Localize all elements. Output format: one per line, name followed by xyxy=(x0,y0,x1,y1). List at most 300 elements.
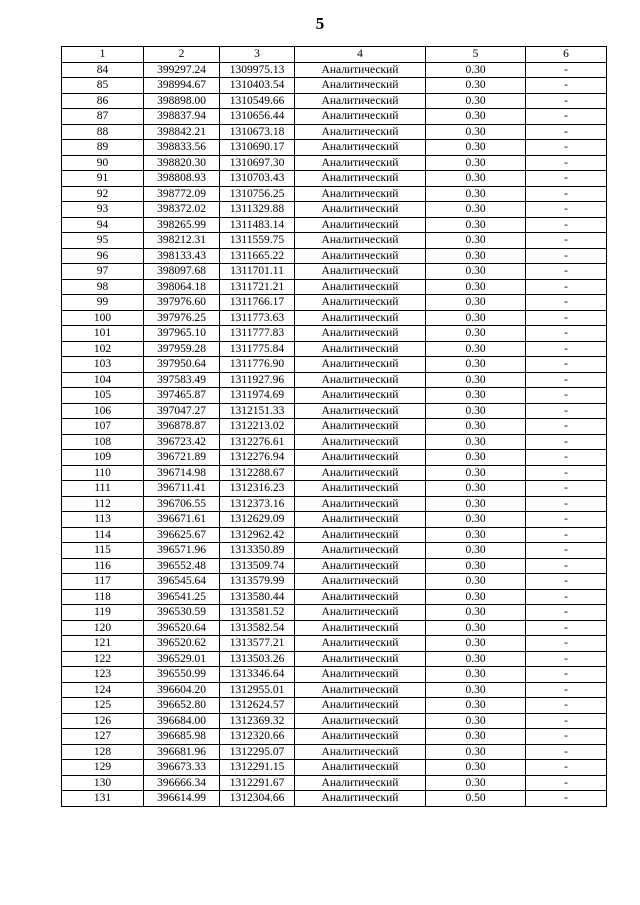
note-cell: - xyxy=(526,791,607,807)
x-coordinate-cell: 396545.64 xyxy=(144,574,220,590)
x-coordinate-cell: 397965.10 xyxy=(144,326,220,342)
point-number-cell: 130 xyxy=(62,775,144,791)
method-cell: Аналитический xyxy=(295,775,426,791)
point-number-cell: 85 xyxy=(62,78,144,94)
table-row xyxy=(62,155,607,171)
x-coordinate-cell: 397976.60 xyxy=(144,295,220,311)
x-coordinate-cell: 396529.01 xyxy=(144,651,220,667)
point-number-cell: 104 xyxy=(62,372,144,388)
table-row xyxy=(62,140,607,156)
column-header: 5 xyxy=(426,47,526,63)
table-row xyxy=(62,729,607,745)
table-row xyxy=(62,233,607,249)
x-coordinate-cell: 399297.24 xyxy=(144,62,220,78)
accuracy-cell: 0.30 xyxy=(426,248,526,264)
table-row xyxy=(62,496,607,512)
y-coordinate-cell: 1311773.63 xyxy=(220,310,295,326)
accuracy-cell: 0.30 xyxy=(426,744,526,760)
point-number-cell: 99 xyxy=(62,295,144,311)
accuracy-cell: 0.30 xyxy=(426,140,526,156)
column-header: 4 xyxy=(295,47,426,63)
y-coordinate-cell: 1310656.44 xyxy=(220,109,295,125)
x-coordinate-cell: 396723.42 xyxy=(144,434,220,450)
x-coordinate-cell: 398898.00 xyxy=(144,93,220,109)
accuracy-cell: 0.30 xyxy=(426,620,526,636)
point-number-cell: 95 xyxy=(62,233,144,249)
method-cell: Аналитический xyxy=(295,760,426,776)
point-number-cell: 91 xyxy=(62,171,144,187)
accuracy-cell: 0.30 xyxy=(426,93,526,109)
method-cell: Аналитический xyxy=(295,279,426,295)
table-row xyxy=(62,651,607,667)
table-row xyxy=(62,574,607,590)
y-coordinate-cell: 1311483.14 xyxy=(220,217,295,233)
note-cell: - xyxy=(526,744,607,760)
note-cell: - xyxy=(526,512,607,528)
accuracy-cell: 0.30 xyxy=(426,310,526,326)
table-row xyxy=(62,636,607,652)
method-cell: Аналитический xyxy=(295,202,426,218)
point-number-cell: 105 xyxy=(62,388,144,404)
note-cell: - xyxy=(526,171,607,187)
table-row xyxy=(62,527,607,543)
x-coordinate-cell: 396714.98 xyxy=(144,465,220,481)
table-row xyxy=(62,543,607,559)
note-cell: - xyxy=(526,434,607,450)
note-cell: - xyxy=(526,357,607,373)
method-cell: Аналитический xyxy=(295,605,426,621)
table-header-row xyxy=(62,47,607,63)
x-coordinate-cell: 398064.18 xyxy=(144,279,220,295)
method-cell: Аналитический xyxy=(295,248,426,264)
y-coordinate-cell: 1311766.17 xyxy=(220,295,295,311)
x-coordinate-cell: 398372.02 xyxy=(144,202,220,218)
point-number-cell: 115 xyxy=(62,543,144,559)
table-row xyxy=(62,264,607,280)
table-row xyxy=(62,109,607,125)
point-number-cell: 107 xyxy=(62,419,144,435)
table-body xyxy=(62,62,607,806)
y-coordinate-cell: 1312213.02 xyxy=(220,419,295,435)
table-row xyxy=(62,512,607,528)
point-number-cell: 131 xyxy=(62,791,144,807)
point-number-cell: 121 xyxy=(62,636,144,652)
accuracy-cell: 0.30 xyxy=(426,558,526,574)
method-cell: Аналитический xyxy=(295,450,426,466)
accuracy-cell: 0.30 xyxy=(426,295,526,311)
point-number-cell: 124 xyxy=(62,682,144,698)
table-row xyxy=(62,388,607,404)
y-coordinate-cell: 1311665.22 xyxy=(220,248,295,264)
accuracy-cell: 0.30 xyxy=(426,217,526,233)
accuracy-cell: 0.30 xyxy=(426,465,526,481)
point-number-cell: 84 xyxy=(62,62,144,78)
x-coordinate-cell: 396878.87 xyxy=(144,419,220,435)
accuracy-cell: 0.30 xyxy=(426,512,526,528)
accuracy-cell: 0.30 xyxy=(426,589,526,605)
x-coordinate-cell: 398772.09 xyxy=(144,186,220,202)
note-cell: - xyxy=(526,558,607,574)
note-cell: - xyxy=(526,372,607,388)
accuracy-cell: 0.30 xyxy=(426,698,526,714)
method-cell: Аналитический xyxy=(295,651,426,667)
table-row xyxy=(62,357,607,373)
x-coordinate-cell: 398133.43 xyxy=(144,248,220,264)
x-coordinate-cell: 396604.20 xyxy=(144,682,220,698)
accuracy-cell: 0.30 xyxy=(426,171,526,187)
note-cell: - xyxy=(526,388,607,404)
note-cell: - xyxy=(526,574,607,590)
x-coordinate-cell: 397583.49 xyxy=(144,372,220,388)
accuracy-cell: 0.30 xyxy=(426,651,526,667)
accuracy-cell: 0.30 xyxy=(426,341,526,357)
x-coordinate-cell: 396552.48 xyxy=(144,558,220,574)
point-number-cell: 86 xyxy=(62,93,144,109)
x-coordinate-cell: 396666.34 xyxy=(144,775,220,791)
x-coordinate-cell: 396541.25 xyxy=(144,589,220,605)
y-coordinate-cell: 1312629.09 xyxy=(220,512,295,528)
point-number-cell: 120 xyxy=(62,620,144,636)
note-cell: - xyxy=(526,605,607,621)
note-cell: - xyxy=(526,62,607,78)
accuracy-cell: 0.30 xyxy=(426,357,526,373)
table-row xyxy=(62,481,607,497)
accuracy-cell: 0.30 xyxy=(426,682,526,698)
note-cell: - xyxy=(526,93,607,109)
accuracy-cell: 0.50 xyxy=(426,791,526,807)
y-coordinate-cell: 1313580.44 xyxy=(220,589,295,605)
y-coordinate-cell: 1313509.74 xyxy=(220,558,295,574)
table-row xyxy=(62,78,607,94)
point-number-cell: 122 xyxy=(62,651,144,667)
note-cell: - xyxy=(526,310,607,326)
note-cell: - xyxy=(526,78,607,94)
accuracy-cell: 0.30 xyxy=(426,326,526,342)
page-number: 5 xyxy=(315,14,325,33)
point-number-cell: 113 xyxy=(62,512,144,528)
method-cell: Аналитический xyxy=(295,93,426,109)
table-row xyxy=(62,326,607,342)
table-row xyxy=(62,682,607,698)
note-cell: - xyxy=(526,233,607,249)
point-number-cell: 127 xyxy=(62,729,144,745)
note-cell: - xyxy=(526,326,607,342)
accuracy-cell: 0.30 xyxy=(426,775,526,791)
method-cell: Аналитический xyxy=(295,233,426,249)
point-number-cell: 102 xyxy=(62,341,144,357)
x-coordinate-cell: 396684.00 xyxy=(144,713,220,729)
note-cell: - xyxy=(526,264,607,280)
table-row xyxy=(62,279,607,295)
y-coordinate-cell: 1312295.07 xyxy=(220,744,295,760)
x-coordinate-cell: 396530.59 xyxy=(144,605,220,621)
table-row xyxy=(62,791,607,807)
method-cell: Аналитический xyxy=(295,744,426,760)
accuracy-cell: 0.30 xyxy=(426,667,526,683)
y-coordinate-cell: 1310756.25 xyxy=(220,186,295,202)
accuracy-cell: 0.30 xyxy=(426,403,526,419)
method-cell: Аналитический xyxy=(295,667,426,683)
point-number-cell: 125 xyxy=(62,698,144,714)
point-number-cell: 112 xyxy=(62,496,144,512)
y-coordinate-cell: 1312304.66 xyxy=(220,791,295,807)
point-number-cell: 93 xyxy=(62,202,144,218)
y-coordinate-cell: 1313346.64 xyxy=(220,667,295,683)
point-number-cell: 98 xyxy=(62,279,144,295)
note-cell: - xyxy=(526,636,607,652)
note-cell: - xyxy=(526,481,607,497)
x-coordinate-cell: 396652.80 xyxy=(144,698,220,714)
accuracy-cell: 0.30 xyxy=(426,388,526,404)
table-row xyxy=(62,341,607,357)
method-cell: Аналитический xyxy=(295,109,426,125)
method-cell: Аналитический xyxy=(295,388,426,404)
method-cell: Аналитический xyxy=(295,357,426,373)
accuracy-cell: 0.30 xyxy=(426,729,526,745)
y-coordinate-cell: 1310703.43 xyxy=(220,171,295,187)
note-cell: - xyxy=(526,527,607,543)
x-coordinate-cell: 396520.64 xyxy=(144,620,220,636)
x-coordinate-cell: 397959.28 xyxy=(144,341,220,357)
y-coordinate-cell: 1310697.30 xyxy=(220,155,295,171)
point-number-cell: 110 xyxy=(62,465,144,481)
x-coordinate-cell: 396681.96 xyxy=(144,744,220,760)
method-cell: Аналитический xyxy=(295,682,426,698)
table-row xyxy=(62,171,607,187)
table-row xyxy=(62,667,607,683)
note-cell: - xyxy=(526,775,607,791)
y-coordinate-cell: 1312288.67 xyxy=(220,465,295,481)
y-coordinate-cell: 1313581.52 xyxy=(220,605,295,621)
note-cell: - xyxy=(526,729,607,745)
coordinates-table xyxy=(61,46,607,807)
method-cell: Аналитический xyxy=(295,574,426,590)
note-cell: - xyxy=(526,109,607,125)
accuracy-cell: 0.30 xyxy=(426,496,526,512)
method-cell: Аналитический xyxy=(295,512,426,528)
note-cell: - xyxy=(526,124,607,140)
x-coordinate-cell: 396671.61 xyxy=(144,512,220,528)
x-coordinate-cell: 396685.98 xyxy=(144,729,220,745)
note-cell: - xyxy=(526,186,607,202)
point-number-cell: 92 xyxy=(62,186,144,202)
y-coordinate-cell: 1312373.16 xyxy=(220,496,295,512)
table-row xyxy=(62,465,607,481)
point-number-cell: 96 xyxy=(62,248,144,264)
method-cell: Аналитический xyxy=(295,729,426,745)
method-cell: Аналитический xyxy=(295,465,426,481)
table-row xyxy=(62,744,607,760)
method-cell: Аналитический xyxy=(295,620,426,636)
table-row xyxy=(62,605,607,621)
table-row xyxy=(62,558,607,574)
y-coordinate-cell: 1311721.21 xyxy=(220,279,295,295)
column-header: 1 xyxy=(62,47,144,63)
point-number-cell: 97 xyxy=(62,264,144,280)
method-cell: Аналитический xyxy=(295,698,426,714)
method-cell: Аналитический xyxy=(295,403,426,419)
table-row xyxy=(62,434,607,450)
table-row xyxy=(62,620,607,636)
x-coordinate-cell: 398265.99 xyxy=(144,217,220,233)
note-cell: - xyxy=(526,140,607,156)
y-coordinate-cell: 1312276.61 xyxy=(220,434,295,450)
x-coordinate-cell: 397976.25 xyxy=(144,310,220,326)
y-coordinate-cell: 1310403.54 xyxy=(220,78,295,94)
table-row xyxy=(62,450,607,466)
table-row xyxy=(62,124,607,140)
accuracy-cell: 0.30 xyxy=(426,605,526,621)
accuracy-cell: 0.30 xyxy=(426,636,526,652)
accuracy-cell: 0.30 xyxy=(426,109,526,125)
accuracy-cell: 0.30 xyxy=(426,62,526,78)
point-number-cell: 129 xyxy=(62,760,144,776)
table-row xyxy=(62,713,607,729)
method-cell: Аналитический xyxy=(295,62,426,78)
point-number-cell: 119 xyxy=(62,605,144,621)
method-cell: Аналитический xyxy=(295,155,426,171)
method-cell: Аналитический xyxy=(295,186,426,202)
y-coordinate-cell: 1311776.90 xyxy=(220,357,295,373)
y-coordinate-cell: 1312291.67 xyxy=(220,775,295,791)
accuracy-cell: 0.30 xyxy=(426,527,526,543)
method-cell: Аналитический xyxy=(295,791,426,807)
note-cell: - xyxy=(526,682,607,698)
method-cell: Аналитический xyxy=(295,140,426,156)
accuracy-cell: 0.30 xyxy=(426,202,526,218)
method-cell: Аналитический xyxy=(295,496,426,512)
y-coordinate-cell: 1312962.42 xyxy=(220,527,295,543)
note-cell: - xyxy=(526,543,607,559)
y-coordinate-cell: 1311775.84 xyxy=(220,341,295,357)
method-cell: Аналитический xyxy=(295,78,426,94)
method-cell: Аналитический xyxy=(295,264,426,280)
method-cell: Аналитический xyxy=(295,124,426,140)
table-row xyxy=(62,698,607,714)
y-coordinate-cell: 1310549.66 xyxy=(220,93,295,109)
x-coordinate-cell: 396673.33 xyxy=(144,760,220,776)
note-cell: - xyxy=(526,713,607,729)
method-cell: Аналитический xyxy=(295,326,426,342)
y-coordinate-cell: 1311927.96 xyxy=(220,372,295,388)
y-coordinate-cell: 1311559.75 xyxy=(220,233,295,249)
note-cell: - xyxy=(526,496,607,512)
x-coordinate-cell: 396721.89 xyxy=(144,450,220,466)
y-coordinate-cell: 1311329.88 xyxy=(220,202,295,218)
point-number-cell: 101 xyxy=(62,326,144,342)
method-cell: Аналитический xyxy=(295,310,426,326)
note-cell: - xyxy=(526,667,607,683)
x-coordinate-cell: 396550.99 xyxy=(144,667,220,683)
method-cell: Аналитический xyxy=(295,527,426,543)
accuracy-cell: 0.30 xyxy=(426,186,526,202)
method-cell: Аналитический xyxy=(295,543,426,559)
accuracy-cell: 0.30 xyxy=(426,450,526,466)
x-coordinate-cell: 396520.62 xyxy=(144,636,220,652)
y-coordinate-cell: 1312316.23 xyxy=(220,481,295,497)
point-number-cell: 94 xyxy=(62,217,144,233)
note-cell: - xyxy=(526,217,607,233)
accuracy-cell: 0.30 xyxy=(426,760,526,776)
y-coordinate-cell: 1312320.66 xyxy=(220,729,295,745)
point-number-cell: 89 xyxy=(62,140,144,156)
point-number-cell: 106 xyxy=(62,403,144,419)
table-row xyxy=(62,589,607,605)
x-coordinate-cell: 396571.96 xyxy=(144,543,220,559)
x-coordinate-cell: 398837.94 xyxy=(144,109,220,125)
accuracy-cell: 0.30 xyxy=(426,264,526,280)
method-cell: Аналитический xyxy=(295,636,426,652)
table-row xyxy=(62,202,607,218)
y-coordinate-cell: 1311701.11 xyxy=(220,264,295,280)
y-coordinate-cell: 1313577.21 xyxy=(220,636,295,652)
x-coordinate-cell: 397047.27 xyxy=(144,403,220,419)
x-coordinate-cell: 397465.87 xyxy=(144,388,220,404)
method-cell: Аналитический xyxy=(295,295,426,311)
note-cell: - xyxy=(526,295,607,311)
accuracy-cell: 0.30 xyxy=(426,279,526,295)
column-header: 3 xyxy=(220,47,295,63)
method-cell: Аналитический xyxy=(295,419,426,435)
note-cell: - xyxy=(526,651,607,667)
accuracy-cell: 0.30 xyxy=(426,481,526,497)
note-cell: - xyxy=(526,248,607,264)
y-coordinate-cell: 1313579.99 xyxy=(220,574,295,590)
point-number-cell: 126 xyxy=(62,713,144,729)
method-cell: Аналитический xyxy=(295,558,426,574)
table-row xyxy=(62,419,607,435)
column-header: 6 xyxy=(526,47,607,63)
y-coordinate-cell: 1311974.69 xyxy=(220,388,295,404)
note-cell: - xyxy=(526,155,607,171)
point-number-cell: 108 xyxy=(62,434,144,450)
x-coordinate-cell: 396711.41 xyxy=(144,481,220,497)
accuracy-cell: 0.30 xyxy=(426,434,526,450)
note-cell: - xyxy=(526,279,607,295)
point-number-cell: 88 xyxy=(62,124,144,140)
y-coordinate-cell: 1312369.32 xyxy=(220,713,295,729)
point-number-cell: 123 xyxy=(62,667,144,683)
note-cell: - xyxy=(526,450,607,466)
note-cell: - xyxy=(526,465,607,481)
point-number-cell: 100 xyxy=(62,310,144,326)
method-cell: Аналитический xyxy=(295,171,426,187)
x-coordinate-cell: 396706.55 xyxy=(144,496,220,512)
x-coordinate-cell: 398833.56 xyxy=(144,140,220,156)
point-number-cell: 111 xyxy=(62,481,144,497)
x-coordinate-cell: 398097.68 xyxy=(144,264,220,280)
note-cell: - xyxy=(526,698,607,714)
point-number-cell: 87 xyxy=(62,109,144,125)
method-cell: Аналитический xyxy=(295,341,426,357)
note-cell: - xyxy=(526,620,607,636)
y-coordinate-cell: 1310690.17 xyxy=(220,140,295,156)
table-row xyxy=(62,186,607,202)
method-cell: Аналитический xyxy=(295,589,426,605)
table-row xyxy=(62,248,607,264)
note-cell: - xyxy=(526,589,607,605)
table-row xyxy=(62,372,607,388)
table-row xyxy=(62,62,607,78)
point-number-cell: 103 xyxy=(62,357,144,373)
accuracy-cell: 0.30 xyxy=(426,233,526,249)
table-row xyxy=(62,403,607,419)
method-cell: Аналитический xyxy=(295,434,426,450)
method-cell: Аналитический xyxy=(295,481,426,497)
table-row xyxy=(62,217,607,233)
x-coordinate-cell: 397950.64 xyxy=(144,357,220,373)
note-cell: - xyxy=(526,419,607,435)
